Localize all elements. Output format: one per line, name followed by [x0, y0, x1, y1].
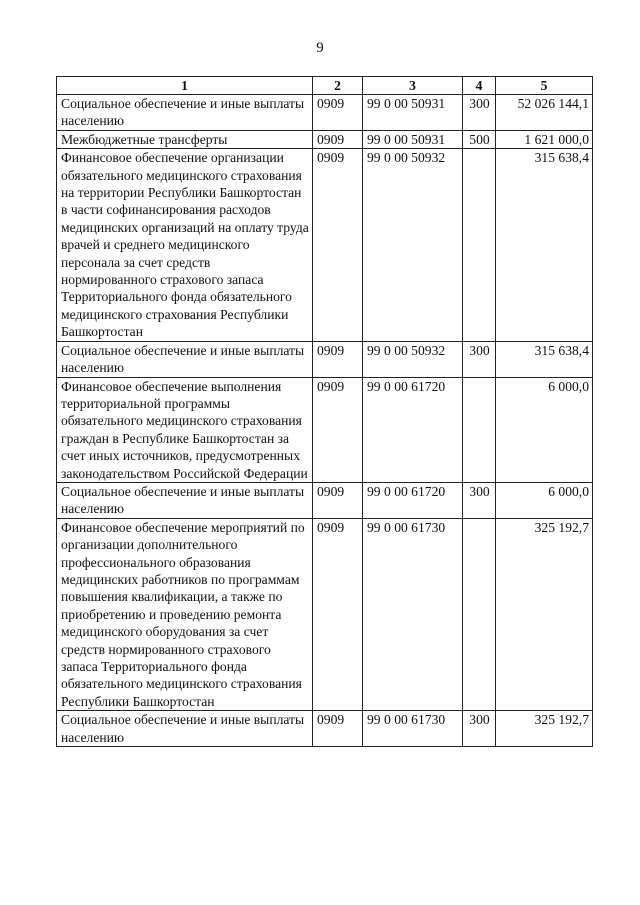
row-name: Финансовое обеспечение организации обязательного медицинского страхования на территории Республики Башкортостан в части софинансирования расходов медицинских организаций на оплату труда врачей и среднего медицинского персонала за счет средств нормированного страхового запаса Территориального фонда обязательного медицинского страхования Республики Башкортостан — [57, 149, 313, 341]
row-expense-type: 500 — [463, 130, 496, 148]
row-target-article: 99 0 00 50932 — [363, 341, 463, 377]
row-amount: 6 000,0 — [496, 482, 593, 518]
row-expense-type — [463, 377, 496, 482]
row-section-code: 0909 — [313, 482, 363, 518]
row-amount: 315 638,4 — [496, 149, 593, 341]
row-name: Социальное обеспечение и иные выплаты населению — [57, 711, 313, 747]
row-section-code: 0909 — [313, 711, 363, 747]
table-row — [57, 341, 593, 377]
row-amount: 52 026 144,1 — [496, 95, 593, 131]
row-target-article: 99 0 00 61720 — [363, 377, 463, 482]
row-target-article: 99 0 00 50931 — [363, 130, 463, 148]
row-amount: 325 192,7 — [496, 711, 593, 747]
row-expense-type — [463, 149, 496, 341]
budget-table — [56, 76, 593, 747]
header-col-4: 4 — [463, 77, 496, 95]
header-col-3: 3 — [363, 77, 463, 95]
header-col-5: 5 — [496, 77, 593, 95]
row-amount: 1 621 000,0 — [496, 130, 593, 148]
page-number: 9 — [316, 40, 324, 56]
table-row — [57, 95, 593, 131]
row-section-code: 0909 — [313, 95, 363, 131]
row-expense-type: 300 — [463, 95, 496, 131]
row-expense-type: 300 — [463, 341, 496, 377]
row-amount: 325 192,7 — [496, 518, 593, 710]
row-name: Финансовое обеспечение выполнения территориальной программы обязательного медицинского страхования граждан в Республике Башкортостан за счет иных источников, предусмотренных законодательством Российской Федерации — [57, 377, 313, 482]
row-name: Социальное обеспечение и иные выплаты населению — [57, 341, 313, 377]
row-section-code: 0909 — [313, 149, 363, 341]
row-target-article: 99 0 00 50932 — [363, 149, 463, 341]
header-col-1: 1 — [57, 77, 313, 95]
row-name: Социальное обеспечение и иные выплаты населению — [57, 95, 313, 131]
table-row — [57, 711, 593, 747]
row-section-code: 0909 — [313, 130, 363, 148]
row-name: Социальное обеспечение и иные выплаты населению — [57, 482, 313, 518]
row-name: Финансовое обеспечение мероприятий по организации дополнительного профессионального образования медицинских работников по программам повышения квалификации, а также по приобретению и проведению ремонта медицинского оборудования за счет средств нормированного страхового запаса Территориального фонда обязательного медицинского страхования Республики Башкортостан — [57, 518, 313, 710]
row-name: Межбюджетные трансферты — [57, 130, 313, 148]
header-col-2: 2 — [313, 77, 363, 95]
table-row — [57, 130, 593, 148]
row-amount: 6 000,0 — [496, 377, 593, 482]
table-row — [57, 518, 593, 710]
row-section-code: 0909 — [313, 341, 363, 377]
row-amount: 315 638,4 — [496, 341, 593, 377]
row-target-article: 99 0 00 61730 — [363, 711, 463, 747]
row-target-article: 99 0 00 61730 — [363, 518, 463, 710]
table-row — [57, 482, 593, 518]
row-section-code: 0909 — [313, 518, 363, 710]
row-expense-type: 300 — [463, 711, 496, 747]
row-expense-type: 300 — [463, 482, 496, 518]
table-row — [57, 149, 593, 341]
row-target-article: 99 0 00 61720 — [363, 482, 463, 518]
row-expense-type — [463, 518, 496, 710]
table-header-row — [57, 77, 593, 95]
row-target-article: 99 0 00 50931 — [363, 95, 463, 131]
row-section-code: 0909 — [313, 377, 363, 482]
table-row — [57, 377, 593, 482]
